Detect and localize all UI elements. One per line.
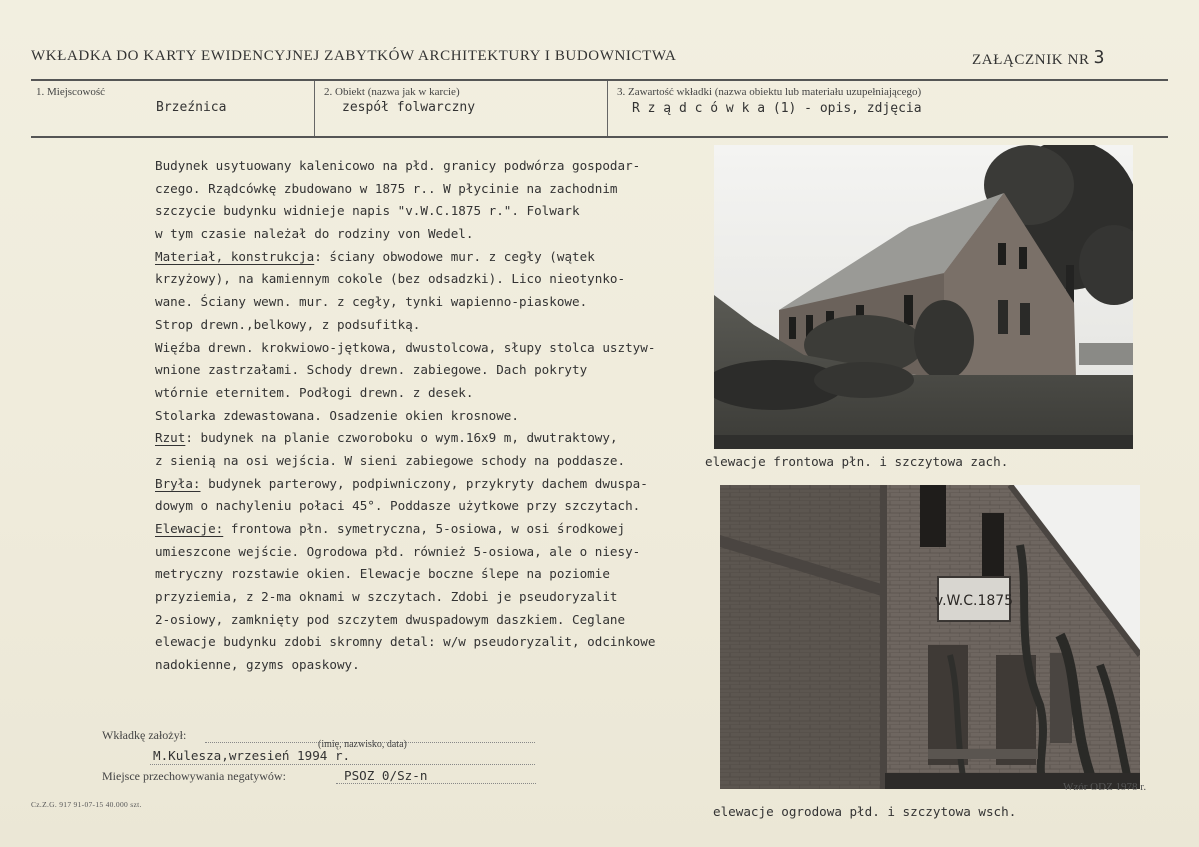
description-line <box>155 450 735 473</box>
description-line-text: w tym czasie należał do rodziny von Wedel. <box>155 226 474 242</box>
description-line-text: Więźba drewn. krokwiowo-jętkowa, dwustolcowa, słupy stolca usztyw- <box>155 339 656 355</box>
locality-label: 1. Miejscowość <box>36 86 106 98</box>
locality-value: Brzeźnica <box>156 100 227 115</box>
description-line-text: szczycie budynku widnieje napis "v.W.C.1875 r.". Folwark <box>155 203 580 219</box>
section-heading: Rzut <box>155 430 186 446</box>
description-line-text: frontowa płn. symetryczna, 5-osiowa, w osi środkowej <box>223 521 626 536</box>
plaque-inscription: v.W.C.1875 <box>934 593 1014 609</box>
description-line-text: krzyżowy), na kamiennym cokole (bez odsadzki). Lico nieotynko- <box>155 271 626 287</box>
description-line <box>155 268 735 291</box>
attachment-number-value: 3 <box>1093 47 1106 68</box>
header-rule-top <box>31 79 1168 81</box>
description-line-text: : budynek na planie czworoboku o wym.16x9 m, dwutraktowy, <box>185 430 618 446</box>
photo-front-caption: elewacje frontowa płn. i szczytowa zach. <box>705 454 1009 469</box>
description-line-text: nadokienne, gzyms opaskowy. <box>155 657 360 673</box>
description-line <box>155 495 735 518</box>
description-line <box>155 541 735 564</box>
description-line-text: z sienią na osi wejścia. W sieni zabiegowe schody na poddasze. <box>155 452 626 468</box>
photo-garden-caption: elewacje ogrodowa płd. i szczytowa wsch. <box>713 804 1017 819</box>
description-line <box>155 246 735 269</box>
object-label: 2. Obiekt (nazwa jak w karcie) <box>324 86 460 98</box>
description-line-text: wtórnie eternitem. Podłogi drewn. z desek. <box>155 384 474 400</box>
person-hint: (imię, nazwisko, data) <box>318 739 407 750</box>
description-line <box>155 405 735 428</box>
description-line <box>155 631 735 654</box>
object-value: zespół folwarczny <box>342 100 476 115</box>
section-heading: Elewacje: <box>155 521 224 536</box>
form-title: WKŁADKA DO KARTY EWIDENCYJNEJ ZABYTKÓW ARCHITEKTURY I BUDOWNICTWA <box>31 48 677 64</box>
description-line-text: umieszcone wejście. Ogrodowa płd. również 5-osiowa, ale o niesy- <box>155 543 641 559</box>
field-divider-2 <box>607 81 608 136</box>
contents-value: R z ą d c ó w k a (1) - opis, zdjęcia <box>632 101 922 116</box>
description-line <box>155 291 735 314</box>
photo-garden-elevation <box>720 485 1140 789</box>
section-heading: Bryła: <box>155 475 201 491</box>
contents-label: 3. Zawartość wkładki (nazwa obiektu lub materiału uzupełniającego) <box>617 86 922 98</box>
attachment-label: ZAŁĄCZNIK NR <box>972 52 1090 68</box>
description-line <box>155 382 735 405</box>
prepared-value: M.Kulesza,wrzesień 1994 r. <box>153 748 351 763</box>
description-line <box>155 178 735 201</box>
description-line-text: metryczny rozstawie okien. Elewacje boczne ślepe na poziomie <box>155 566 610 582</box>
description-line <box>155 337 735 360</box>
description-line-text: elewacje budynku zdobi skromny detal: w/w pseudoryzalit, odcinkowe <box>155 634 656 650</box>
description-line-text: Budynek usytuowany kalenicowo na płd. granicy podwórza gospodar- <box>155 158 641 173</box>
section-heading: Materiał, konstrukcja <box>155 248 315 264</box>
photo-front-elevation <box>714 145 1133 449</box>
field-divider-1 <box>314 81 315 136</box>
attachment-number <box>972 48 1105 69</box>
description-line <box>155 200 735 223</box>
description-line <box>155 563 735 586</box>
description-line-text: czego. Rządcówkę zbudowano w 1875 r.. W płycinie na zachodnim <box>155 180 618 196</box>
description-line <box>155 359 735 382</box>
storage-value: PSOZ 0/Sz-n <box>344 768 428 783</box>
description-line-text: wane. Ściany wewn. mur. z cegły, tynki wapienno-piaskowe. <box>155 294 588 310</box>
description-line <box>155 314 735 337</box>
description-line-text: 2-osiowy, zamknięty pod szczytem dwuspadowym daszkiem. Ceglane <box>155 611 626 627</box>
description-line-text: : ściany obwodowe mur. z cegły (wątek <box>314 248 595 264</box>
description-line-text: dowym o nachyleniu połaci 45°. Poddasze użytkowe przy szczytach. <box>155 498 641 514</box>
storage-dotline <box>336 783 536 784</box>
prepared-value-dotline <box>150 764 535 765</box>
description-text <box>155 155 735 677</box>
description-line-text: budynek parterowy, podpiwniczony, przykryty dachem dwuspa- <box>200 475 648 491</box>
description-line-text: przyziemia, z 2-ma oknami w szczytach. Zdobi je pseudoryzalit <box>155 589 618 605</box>
description-line <box>155 155 735 178</box>
description-line <box>155 609 735 632</box>
description-line <box>155 427 735 450</box>
description-line-text: wnione zastrzałami. Schody drewn. zabiegowe. Dach pokryty <box>155 362 588 378</box>
description-line-text: Stolarka zdewastowana. Osadzenie okien krosnowe. <box>155 407 519 423</box>
form-pattern: Wzór ODZ 1978 r. <box>1063 781 1147 793</box>
description-line <box>155 586 735 609</box>
header-rule-bottom <box>31 136 1168 138</box>
print-note: Cz.Z.G. 917 91-07-15 40.000 szt. <box>31 800 142 809</box>
description-line <box>155 223 735 246</box>
description-line <box>155 518 735 541</box>
description-line-text: Strop drewn.,belkowy, z podsufitką. <box>155 316 421 332</box>
storage-label: Miejsce przechowywania negatywów: <box>102 769 286 783</box>
prepared-label: Wkładkę założył: <box>102 728 187 742</box>
description-line <box>155 473 735 496</box>
description-line <box>155 654 735 677</box>
